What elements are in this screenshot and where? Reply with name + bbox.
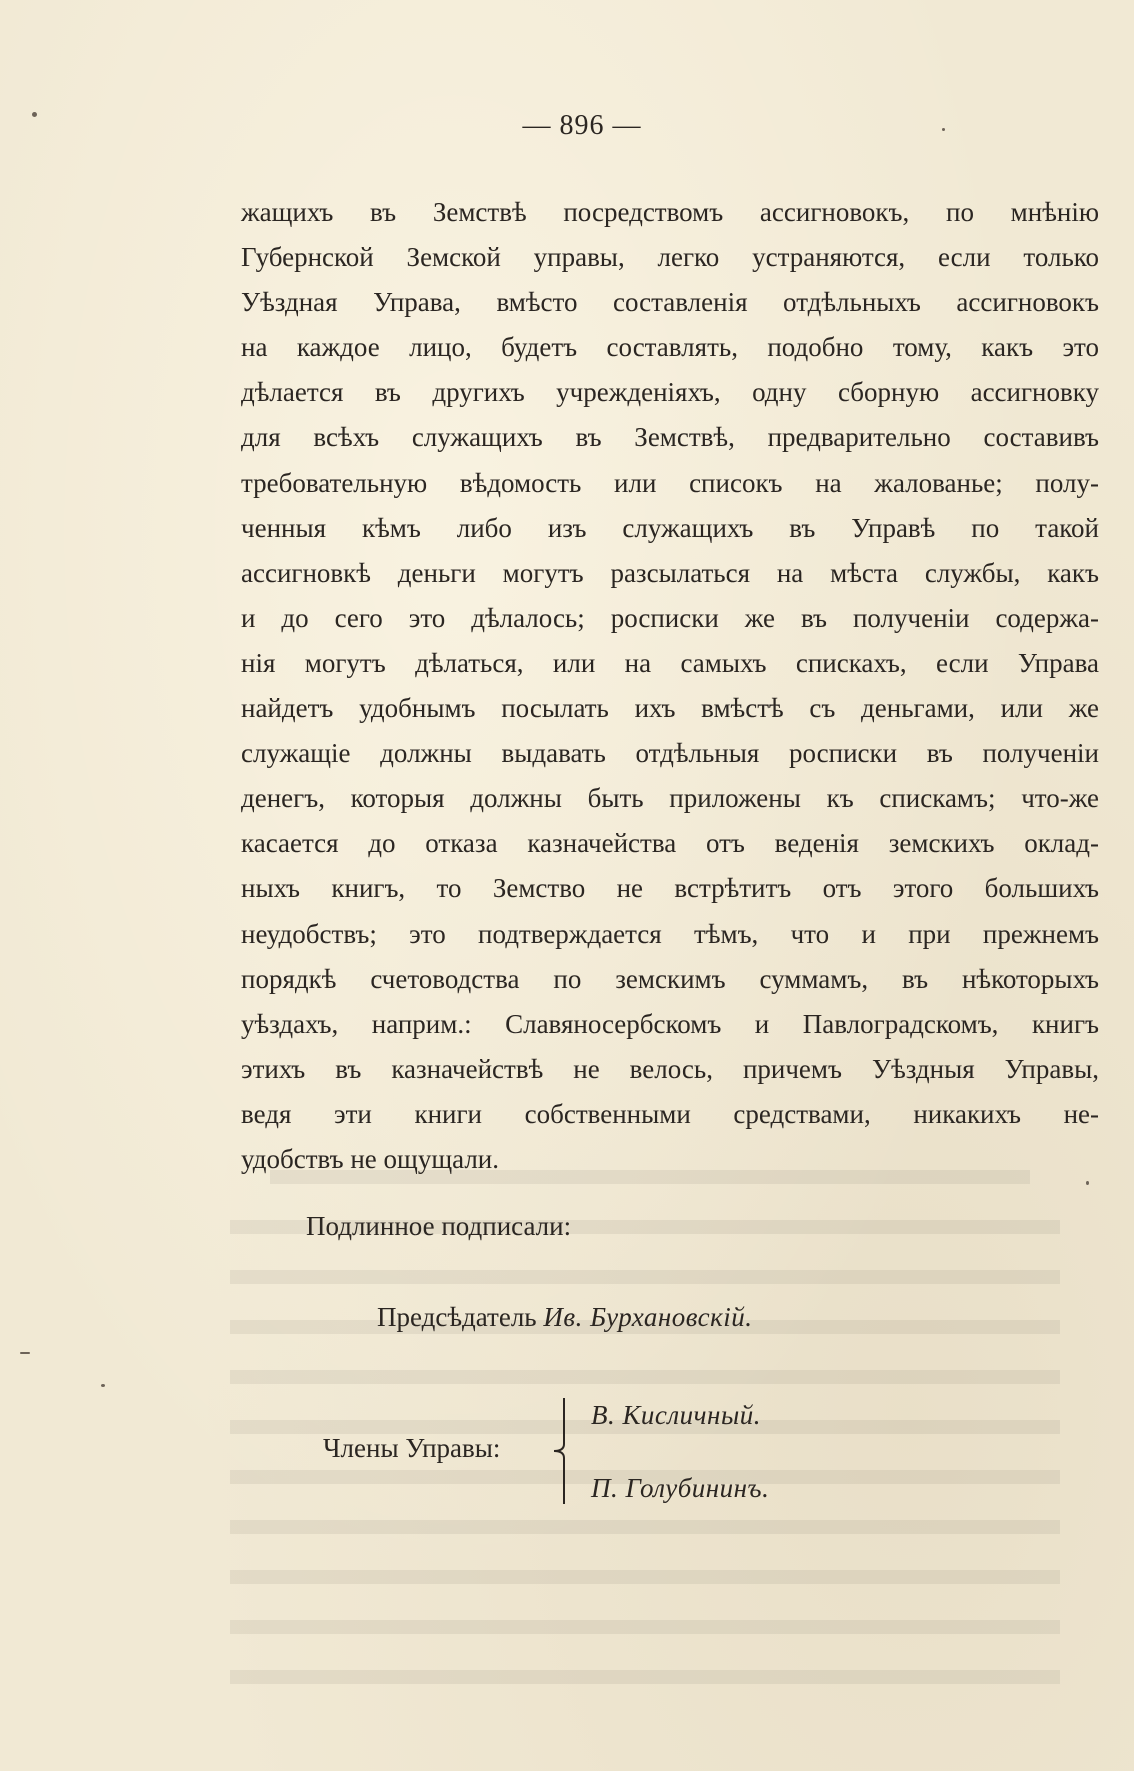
text-line: ведя эти книги собственными средствами, никакихъ не- — [241, 1098, 1099, 1129]
text-line: денегъ, которыя должны быть приложены къ спискамъ; что-же — [241, 783, 1099, 814]
page-speck — [20, 1352, 30, 1354]
text-line: жащихъ въ Земствѣ посредствомъ ассигновокъ, по мнѣнію — [241, 197, 1099, 227]
chair-name: Ив. Бурхановскій. — [543, 1302, 753, 1332]
text-line: ныхъ книгъ, то Земство не встрѣтитъ отъ этого большихъ — [241, 873, 1099, 904]
text-line: и до сего это дѣлалось; росписки же въ полученіи содержа- — [241, 602, 1099, 633]
text-line: удобствъ не ощущали. — [241, 1143, 500, 1174]
text-line: неудобствъ; это подтверждается тѣмъ, что и при прежнемъ — [241, 918, 1099, 949]
page-speck — [101, 1384, 105, 1387]
page-number: — 896 — — [522, 110, 642, 141]
text-line: касается до отказа казначейства отъ веденія земскихъ оклад- — [241, 828, 1099, 859]
text-line: ассигновкѣ деньги могутъ разсылаться на мѣста службы, какъ — [241, 557, 1099, 588]
text-line: этихъ въ казначействѣ не велось, причемъ Уѣздныя Управы, — [241, 1053, 1099, 1084]
text-line: нія могутъ дѣлаться, или на самыхъ спискахъ, если Управа — [241, 647, 1099, 678]
text-line: Уѣздная Управа, вмѣсто составленія отдѣльныхъ ассигновокъ — [241, 287, 1099, 318]
chair-signature — [377, 1297, 753, 1337]
member-name: В. Кисличный. — [591, 1400, 761, 1430]
text-line: требовательную вѣдомость или списокъ на жалованье; полу- — [241, 467, 1099, 498]
text-line: ченныя кѣмъ либо изъ служащихъ въ Управѣ по такой — [241, 512, 1099, 543]
text-line: дѣлается въ другихъ учрежденіяхъ, одну сборную ассигновку — [241, 377, 1099, 408]
text-line: уѣздахъ, наприм.: Славяносербскомъ и Павлоградскомъ, книгъ — [241, 1008, 1099, 1039]
text-line: Губернской Земской управы, легко устраняются, если только — [241, 242, 1099, 273]
text-line: на каждое лицо, будетъ составлять, подобно тому, какъ это — [241, 332, 1099, 363]
members-label: Члены Управы: — [323, 1433, 501, 1463]
text-line: служащіе должны выдавать отдѣльныя росписки въ полученіи — [241, 738, 1099, 769]
chair-title: Предсѣдатель — [377, 1302, 537, 1332]
body-text — [241, 190, 1099, 1182]
text-line: для всѣхъ служащихъ въ Земствѣ, предварительно составивъ — [241, 422, 1099, 453]
brace-icon — [548, 1396, 570, 1506]
text-line: найдетъ удобнымъ посылать ихъ вмѣстѣ съ деньгами, или же — [241, 693, 1099, 724]
text-line: порядкѣ счетоводства по земскимъ суммамъ, въ нѣкоторыхъ — [241, 963, 1099, 994]
member-name: П. Голубининъ. — [591, 1473, 770, 1503]
signed-heading: Подлинное подписали: — [306, 1211, 572, 1241]
